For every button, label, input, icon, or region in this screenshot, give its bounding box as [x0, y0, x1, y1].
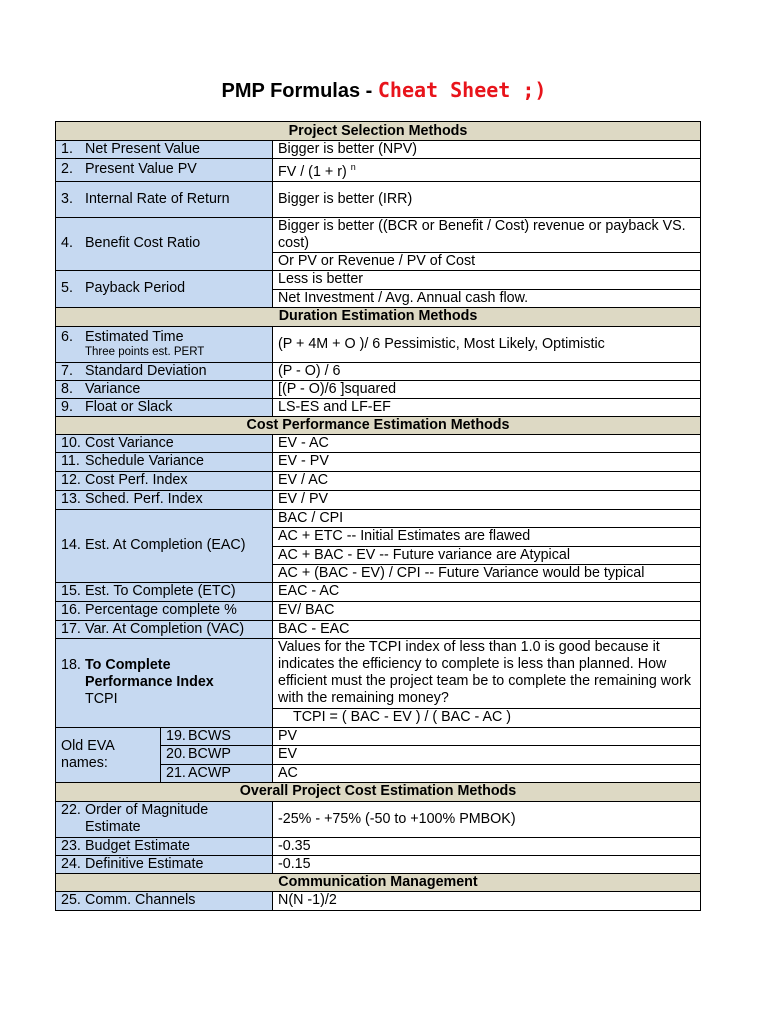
formula-value: LS-ES and LF-EF: [273, 398, 701, 416]
formula-label: 7. Standard Deviation: [56, 362, 273, 380]
table-row: [56, 141, 701, 159]
section-title: Duration Estimation Methods: [56, 307, 701, 326]
formula-value: Bigger is better ((BCR or Benefit / Cost) revenue or payback VS. cost): [273, 217, 701, 252]
formula-table: [55, 121, 701, 911]
table-row: [56, 582, 701, 601]
formula-label: 25. Comm. Channels: [56, 891, 273, 910]
formula-label: 22. Order of Magnitude Estimate: [56, 801, 273, 837]
section-header-row: [56, 122, 701, 141]
section-header-row: [56, 873, 701, 891]
formula-value: FV / (1 + r) $^n$: [273, 159, 701, 182]
formula-value: TCPI = ( BAC - EV ) / ( BAC - AC ): [273, 708, 701, 727]
table-row: [56, 601, 701, 620]
formula-label: 4. Benefit Cost Ratio: [56, 217, 273, 270]
formula-label: 11. Schedule Variance: [56, 452, 273, 471]
table-row: [56, 452, 701, 471]
formula-value: BAC - EAC: [273, 620, 701, 638]
section-header-row: [56, 307, 701, 326]
formula-label: 6. Estimated Time Three points est. PERT: [56, 326, 273, 362]
table-row: [56, 159, 701, 182]
formula-sublabel: Three points est. PERT: [85, 346, 205, 359]
table-row: [56, 837, 701, 855]
table-row: [56, 801, 701, 837]
formula-label: 17. Var. At Completion (VAC): [56, 620, 273, 638]
formula-value: Or PV or Revenue / PV of Cost: [273, 252, 701, 270]
formula-value: Values for the TCPI index of less than 1.0 is good because it indicates the efficiency to complete is less than planned. How efficient must the project team be to complete the remaining work with the remaining money?: [273, 638, 701, 708]
section-title: Overall Project Cost Estimation Methods: [56, 782, 701, 801]
formula-value: BAC / CPI: [273, 509, 701, 527]
table-row: [56, 434, 701, 452]
table-row: [56, 490, 701, 509]
formula-label: 24. Definitive Estimate: [56, 855, 273, 873]
formula-value: AC + ETC -- Initial Estimates are flawed: [273, 527, 701, 546]
formula-value: Bigger is better (IRR): [273, 181, 701, 217]
table-row: [56, 362, 701, 380]
formula-value: EV - AC: [273, 434, 701, 452]
formula-label: 13. Sched. Perf. Index: [56, 490, 273, 509]
section-header-row: [56, 416, 701, 434]
formula-label: 14. Est. At Completion (EAC): [56, 509, 273, 582]
formula-label: 15. Est. To Complete (ETC): [56, 582, 273, 601]
title-accent: Cheat Sheet ;): [377, 78, 547, 102]
title-main: PMP Formulas -: [221, 80, 373, 102]
formula-label: 23. Budget Estimate: [56, 837, 273, 855]
formula-label: 2. Present Value PV: [56, 159, 273, 182]
formula-value: [(P - O)/6 ]squared: [273, 380, 701, 398]
formula-value: -0.15: [273, 855, 701, 873]
formula-value: PV: [273, 727, 701, 745]
formula-value: EAC - AC: [273, 582, 701, 601]
table-row: [56, 326, 701, 362]
formula-value: AC: [273, 764, 701, 782]
section-title: Communication Management: [56, 873, 701, 891]
formula-label: 20. BCWP: [161, 745, 273, 764]
table-row: [56, 181, 701, 217]
table-row: [56, 270, 701, 289]
formula-value: Bigger is better (NPV): [273, 141, 701, 159]
formula-value: AC + (BAC - EV) / CPI -- Future Variance would be typical: [273, 564, 701, 582]
formula-value: EV: [273, 745, 701, 764]
formula-label: 21. ACWP: [161, 764, 273, 782]
formula-value: Net Investment / Avg. Annual cash flow.: [273, 289, 701, 307]
formula-value: -0.35: [273, 837, 701, 855]
section-title: Cost Performance Estimation Methods: [56, 416, 701, 434]
table-row: [56, 471, 701, 490]
section-title: Project Selection Methods: [56, 122, 701, 141]
formula-label: 19. BCWS: [161, 727, 273, 745]
table-row: [56, 891, 701, 910]
formula-label: 12. Cost Perf. Index: [56, 471, 273, 490]
formula-value: -25% - +75% (-50 to +100% PMBOK): [273, 801, 701, 837]
formula-value: EV / AC: [273, 471, 701, 490]
table-row: [56, 620, 701, 638]
formula-value: (P + 4M + O )/ 6 Pessimistic, Most Likely, Optimistic: [273, 326, 701, 362]
formula-label: 18. To Complete Performance Index TCPI: [56, 638, 273, 727]
formula-value: (P - O) / 6: [273, 362, 701, 380]
formula-value: N(N -1)/2: [273, 891, 701, 910]
table-row: [56, 509, 701, 527]
formula-value: EV/ BAC: [273, 601, 701, 620]
table-row: [56, 398, 701, 416]
table-row: [56, 855, 701, 873]
formula-value: AC + BAC - EV -- Future variance are Atypical: [273, 546, 701, 564]
table-row: [56, 217, 701, 252]
formula-label: 1. Net Present Value: [56, 141, 273, 159]
old-eva-label: Old EVA names:: [56, 727, 161, 782]
table-row: [56, 727, 701, 745]
formula-label: 8. Variance: [56, 380, 273, 398]
formula-value: EV - PV: [273, 452, 701, 471]
formula-label: 9. Float or Slack: [56, 398, 273, 416]
formula-label: 5. Payback Period: [56, 270, 273, 307]
formula-value: Less is better: [273, 270, 701, 289]
formula-label: 16. Percentage complete %: [56, 601, 273, 620]
section-header-row: [56, 782, 701, 801]
formula-value: EV / PV: [273, 490, 701, 509]
formula-label: 3. Internal Rate of Return: [56, 181, 273, 217]
table-row: [56, 638, 701, 708]
formula-label: 10. Cost Variance: [56, 434, 273, 452]
table-row: [56, 380, 701, 398]
page-title: [0, 78, 768, 103]
